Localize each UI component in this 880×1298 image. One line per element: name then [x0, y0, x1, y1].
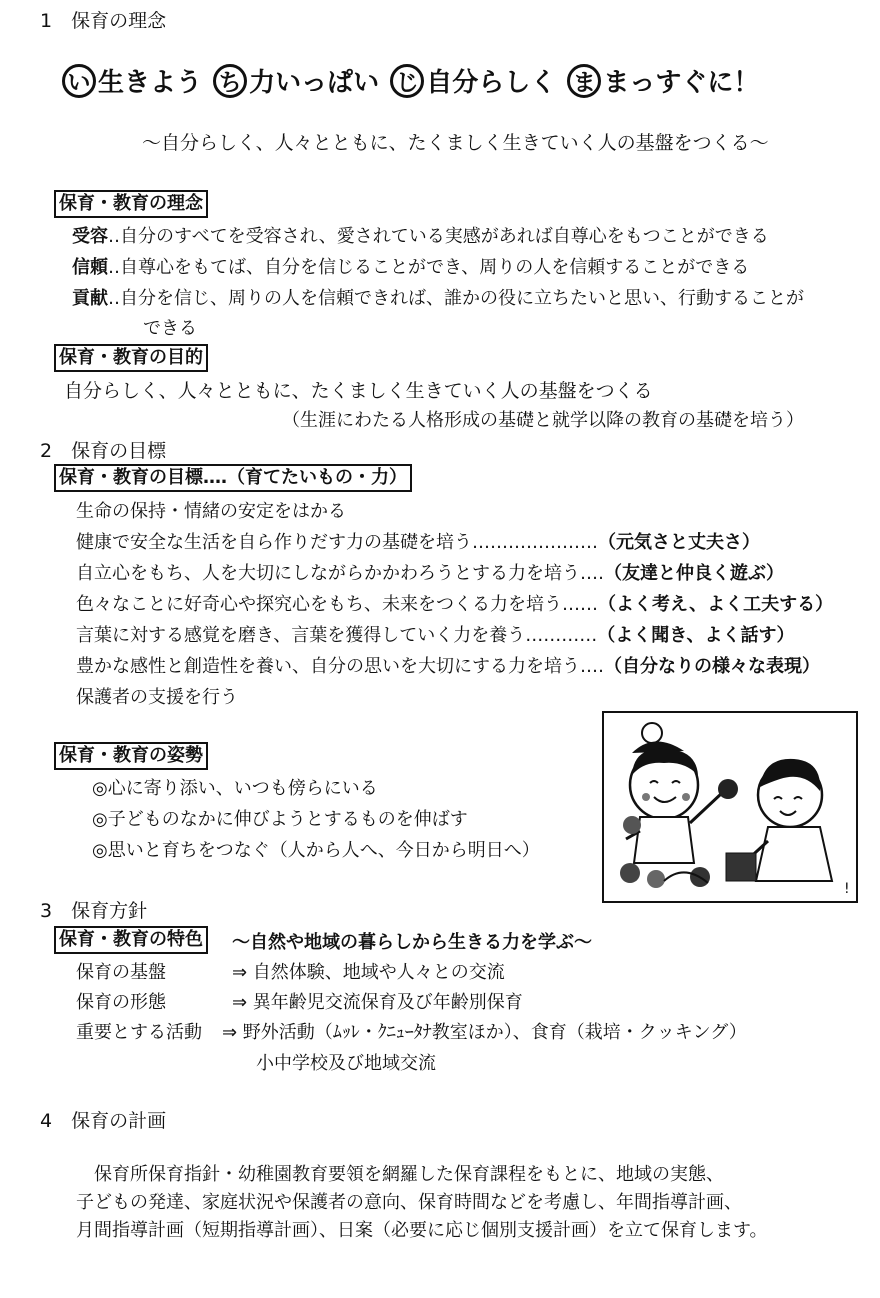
feature-title: 保育・教育の特色 — [54, 926, 208, 954]
goal-text: 言葉に対する感覚を磨き、言葉を獲得していく力を養う………… — [76, 625, 598, 646]
motto-text-1: 生きよう — [98, 68, 203, 98]
goals-title: 保育・教育の目標‥‥（育てたいもの・力） — [54, 464, 412, 492]
purpose-title: 保育・教育の目的 — [54, 344, 208, 372]
purpose-line1: 自分らしく、人々とともに、たくましく生きていく人の基盤をつくる — [64, 380, 653, 402]
goal-item — [76, 621, 795, 647]
goal-text: 健康で安全な生活を自ら作りだす力の基礎を培う………………… — [76, 532, 598, 553]
stance-item: ◎思いと育ちをつなぐ（人から人へ、今日から明日へ） — [92, 840, 540, 861]
motto-circle-4: ま — [567, 64, 601, 98]
motto-subtitle: ～自分らしく、人々とともに、たくましく生きていく人の基盤をつくる～ — [142, 132, 769, 154]
goal-text: 保護者の支援を行う — [76, 687, 238, 708]
motto-circle-1: い — [62, 64, 96, 98]
goal-note: （元気さと丈夫さ） — [598, 532, 760, 553]
goal-item — [76, 497, 346, 523]
children-illustration — [602, 711, 858, 903]
purpose-line2: （生涯にわたる人格形成の基礎と就学以降の教育の基礎を培う） — [282, 410, 804, 431]
goal-item — [76, 590, 833, 616]
policy-row-label: 重要とする活動 — [76, 1022, 202, 1043]
policy-row-value: ⇒ 異年齢児交流保育及び年齢別保育 — [232, 992, 523, 1013]
philosophy-text: ‥自分のすべてを受容され、愛されている実感があれば自尊心をもつことができる — [108, 226, 769, 247]
philosophy-text: ‥自分を信じ、周りの人を信頼できれば、誰かの役に立ちたいと思い、行動することが — [108, 288, 805, 309]
goal-text: 豊かな感性と創造性を養い、自分の思いを大切にする力を培う‥‥ — [76, 656, 605, 677]
goal-note: （よく聞き、よく話す） — [597, 625, 795, 646]
motto-text-2: 力いっぱい — [249, 68, 380, 98]
goal-text: 色々なことに好奇心や探究心をもち、未来をつくる力を培う‥‥‥ — [76, 594, 599, 615]
goal-item — [76, 683, 238, 709]
stance-item: ◎心に寄り添い、いつも傍らにいる — [92, 778, 378, 799]
stance-item: ◎子どものなかに伸びようとするものを伸ばす — [92, 809, 468, 830]
motto-text-4: まっすぐに！ — [603, 68, 760, 98]
children-drawing — [604, 713, 856, 901]
philosophy-label: 受容 — [72, 226, 108, 247]
section2-heading: 2 保育の目標 — [40, 440, 167, 462]
section4-heading: 4 保育の計画 — [40, 1110, 167, 1132]
philosophy-item — [72, 284, 804, 310]
plan-line: 保育所保育指針・幼稚園教育要領を網羅した保育課程をもとに、地域の実態、 — [76, 1164, 724, 1185]
philosophy-label: 貢献 — [72, 288, 108, 309]
section3-heading: 3 保育方針 — [40, 900, 148, 922]
feature-text: ～自然や地域の暮らしから生きる力を学ぶ～ — [232, 932, 592, 953]
motto-circle-2: ち — [213, 64, 247, 98]
goal-note: （よく考え、よく工夫する） — [598, 594, 834, 615]
goal-text: 生命の保持・情緒の安定をはかる — [76, 501, 346, 522]
goal-item — [76, 528, 760, 554]
philosophy-item — [72, 222, 769, 248]
policy-row-label: 保育の形態 — [76, 992, 166, 1013]
goal-text: 自立心をもち、人を大切にしながらかかわろうとする力を培う‥‥ — [76, 563, 605, 584]
policy-row-continuation: 小中学校及び地域交流 — [256, 1053, 436, 1074]
policy-row-value: ⇒ 野外活動（ﾑｯﾚ・ｸﾆｭｰﾀﾅ教室ほか）、食育（栽培・クッキング） — [222, 1022, 747, 1043]
plan-line: 子どもの発達、家庭状況や保護者の意向、保育時間などを考慮し、年間指導計画、 — [76, 1192, 742, 1213]
philosophy-label: 信頼 — [72, 257, 108, 278]
motto-circle-3: じ — [390, 64, 424, 98]
plan-line: 月間指導計画（短期指導計画）、日案（必要に応じ個別支援計画）を立て保育します。 — [76, 1220, 768, 1241]
goal-item — [76, 652, 820, 678]
policy-row-label: 保育の基盤 — [76, 962, 166, 983]
motto-text-3: 自分らしく — [426, 68, 557, 98]
svg-text:!: ! — [844, 881, 850, 897]
philosophy-text: ‥自尊心をもてば、自分を信じることができ、周りの人を信頼することができる — [108, 257, 750, 278]
goal-note: （自分なりの様々な表現） — [604, 656, 821, 677]
section1-heading: 1 保育の理念 — [40, 10, 167, 32]
stance-title: 保育・教育の姿勢 — [54, 742, 208, 770]
goal-note: （友達と仲良く遊ぶ） — [604, 563, 785, 584]
goal-item — [76, 559, 784, 585]
philosophy-continuation: できる — [143, 318, 197, 339]
policy-row-value: ⇒ 自然体験、地域や人々との交流 — [232, 962, 505, 983]
motto — [62, 62, 765, 99]
philosophy-title: 保育・教育の理念 — [54, 190, 208, 218]
philosophy-item — [72, 253, 749, 279]
